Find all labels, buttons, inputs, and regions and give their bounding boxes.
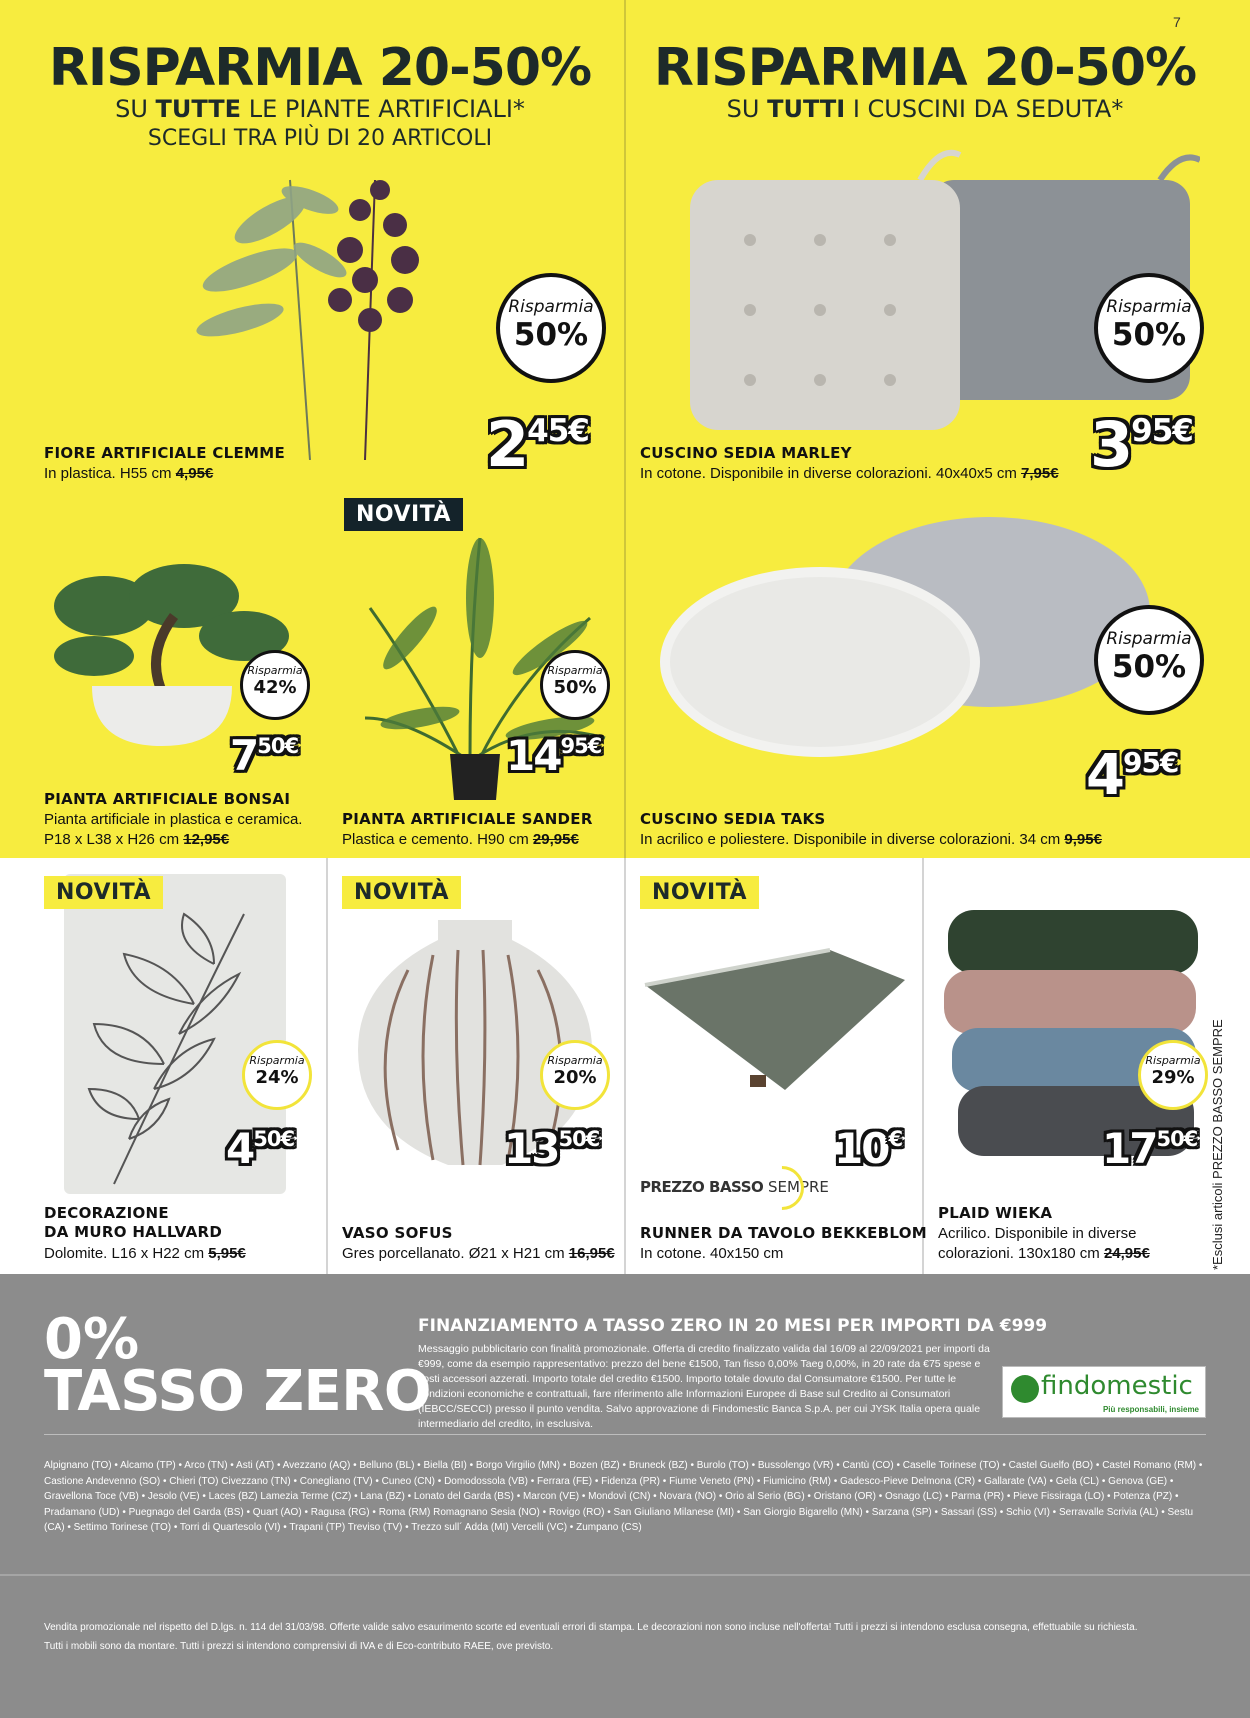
clemme-price: $2^{45€}$ — [486, 408, 589, 481]
taks-savings-bubble: Risparmia 50% — [1094, 605, 1204, 715]
bonsai-name: PIANTA ARTIFICIALE BONSAI — [44, 790, 291, 808]
page-number: 7 — [1173, 14, 1181, 30]
sander-novita-badge: NOVITÀ — [344, 498, 463, 531]
finance-title: FINANZIAMENTO A TASSO ZERO IN 20 MESI PER IMPORTI DA €999 — [418, 1316, 1048, 1336]
sander-description: Plastica e cemento. H90 cm 29,95€ — [342, 831, 579, 848]
finance-body: Messaggio pubblicitario con finalità promozionale. Offerta di credito finalizzato valida dal 16/09 al 22/09/2021 per importi da €999, come da esempio rappresentativo: prezzo del bene €1500, Tan fisso 0,00% Taeg 0,00%, in 20 rate da €75 spese e costi accessori azzerati. Importo totale del credito €1500. Importo totale dovuto dal Consumatore €1500. Per tutte le condizioni economiche e contrattuali, fare riferimento alle Informazioni Europee di Base sul Credito ai Consumatori (IEBCC/SECCI) presso il punto vendita. Salvo approvazione di Findomestic Banca S.p.A. per cui JYSK Italia opera quale intermediario del credito, in esclusiva. — [418, 1343, 990, 1430]
sander-price: $14^{95€}$ — [506, 731, 602, 780]
bonsai-savings-bubble: Risparmia 42% — [240, 650, 310, 720]
findomestic-person-icon — [1011, 1375, 1039, 1403]
finance-divider — [44, 1434, 1206, 1435]
taks-price: $4^{95€}$ — [1086, 743, 1179, 808]
zero-percent-heading: 0% — [44, 1307, 140, 1372]
bekkeblom-novita-badge: NOVITÀ — [640, 876, 759, 909]
marley-price: $3^{95€}$ — [1090, 408, 1193, 481]
hallvard-price: $4^{50€}$ — [226, 1124, 295, 1173]
marley-description: In cotone. Disponibile in diverse colorazioni. 40x40x5 cm 7,95€ — [640, 465, 1059, 482]
bekkeblom-name: RUNNER DA TAVOLO BEKKEBLOM — [640, 1224, 927, 1242]
store-locations-list: Alpignano (TO) • Alcamo (TP) • Arco (TN) • Asti (AT) • Avezzano (AQ) • Belluno (BL) • Biella (BI) • Borgo Virgilio (MN) • Bozen (BZ) • Bruneck (BZ) • Burolo (TO) • Bussolengo (VR) • Cantù (CO) • Caselle Torinese (TO) • Castel Guelfo (BO) • Castel Romano (RM) • Castione Andevenno (SO) • Chieri (TO) Civezzano (TN) • Conegliano (TV) • Cuneo (CN) • Domodossola (VB) • Ferrara (FE) • Fidenza (PR) • Fiume Veneto (PN) • Fiumicino (RM) • Gadesco-Pieve Delmona (CR) • Gallarate (VA) • Gela (CL) • Genova (GE) • Gravellona Toce (VB) • Jesolo (VE) • Laces (BZ) Lamezia Terme (CZ) • Lana (BZ) • Lonato del Garda (BS) • Marcon (VE) • Mondovì (CN) • Novara (NO) • Orio al Serio (BG) • Oristano (OR) • Osnago (LC) • Parma (PR) • Pieve Fissiraga (LO) • Potenza (PZ) • Pradamano (UD) • Puegnago del Garda (BS) • Quart (AO) • Ragusa (RG) • Roma (RM) Romagnano Sesia (NO) • Rovigo (RO) • San Giuliano Milanese (MI) • San Giorgio Bigarello (MN) • Sarzana (SP) • Sassari (SS) • Schio (VI) • Serravalle Scrivia (AL) • Sestu (CA) • Settimo Torinese (TO) • Torri di Quartesolo (VI) • Trapani (TP) Treviso (TV) • Trezzo sull´ Adda (MI) Vercelli (VC) • Zumpano (CS) — [44, 1460, 1203, 1533]
taks-description: In acrilico e poliestere. Disponibile in diverse colorazioni. 34 cm 9,95€ — [640, 831, 1102, 848]
sofus-price: $13^{50€}$ — [504, 1124, 600, 1173]
clemme-description: In plastica. H55 cm 4,95€ — [44, 465, 214, 482]
hallvard-savings-bubble: Risparmia 24% — [242, 1040, 312, 1110]
hallvard-description: Dolomite. L16 x H22 cm 5,95€ — [44, 1245, 246, 1262]
clemme-savings-bubble: Risparmia 50% — [496, 273, 606, 383]
marley-name: CUSCINO SEDIA MARLEY — [640, 444, 852, 462]
left-hero-subtitle: SU TUTTE LE PIANTE ARTIFICIALI* SCEGLI TRA PIÙ DI 20 ARTICOLI — [115, 95, 525, 151]
hallvard-name: DECORAZIONE DA MURO HALLVARD — [44, 1204, 223, 1241]
wieka-product-image — [938, 906, 1208, 1164]
bekkeblom-price: 10€ — [834, 1124, 903, 1173]
bonsai-description: Pianta artificiale in plastica e ceramica. P18 x L38 x H26 cm 12,95€ — [44, 811, 303, 848]
tasso-zero-heading: TASSO ZERO — [44, 1359, 432, 1424]
column-divider-3 — [922, 858, 924, 1274]
clemme-product-image — [190, 160, 450, 460]
bekkeblom-description: In cotone. 40x150 cm — [640, 1245, 784, 1262]
column-divider-2 — [624, 858, 626, 1274]
legal-disclaimer: Vendita promozionale nel rispetto del D.lgs. n. 114 del 31/03/98. Offerte valide salvo esaurimento scorte ed eventuali errori di stampa. Le decorazioni non sono incluse nell'offerta! Tutti i prezzi si intendono esclusa consegna, effettuabile su richiesta. Tutti i mobili sono da montare. Tutti i prezzi si intendono comprensivi di IVA e di Eco-contributo RAEE, ove previsto. — [44, 1622, 1138, 1652]
findomestic-logo: findomestic Più responsabili, insieme — [1002, 1366, 1206, 1418]
wieka-price: $17^{50€}$ — [1102, 1124, 1198, 1173]
sofus-novita-badge: NOVITÀ — [342, 876, 461, 909]
taks-name: CUSCINO SEDIA TAKS — [640, 810, 826, 828]
hallvard-novita-badge: NOVITÀ — [44, 876, 163, 909]
marley-savings-bubble: Risparmia 50% — [1094, 273, 1204, 383]
wieka-description: Acrilico. Disponibile in diverse colorazioni. 130x180 cm 24,95€ — [938, 1225, 1150, 1262]
bekkeblom-product-image — [640, 940, 910, 1100]
prezzo-basso-arc-icon — [751, 1157, 813, 1219]
bonsai-price: $7^{50€}$ — [230, 731, 299, 780]
sander-name: PIANTA ARTIFICIALE SANDER — [342, 810, 593, 828]
sofus-savings-bubble: Risparmia 20% — [540, 1040, 610, 1110]
sander-savings-bubble: Risparmia 50% — [540, 650, 610, 720]
exclusion-side-note: *Esclusi articoli PREZZO BASSO SEMPRE — [1210, 1019, 1225, 1270]
left-hero-title: RISPARMIA 20-50% — [48, 38, 592, 98]
right-hero-title: RISPARMIA 20-50% — [653, 38, 1197, 98]
center-divider — [624, 0, 626, 858]
sofus-name: VASO SOFUS — [342, 1224, 453, 1242]
sofus-description: Gres porcellanato. Ø21 x H21 cm 16,95€ — [342, 1245, 615, 1262]
right-hero-subtitle: SU TUTTI I CUSCINI DA SEDUTA* — [726, 95, 1124, 123]
prezzo-basso-sempre-logo: PREZZO BASSO SEMPRE — [640, 1178, 829, 1202]
wieka-name: PLAID WIEKA — [938, 1204, 1053, 1222]
clemme-name: FIORE ARTIFICIALE CLEMME — [44, 444, 286, 462]
column-divider-1 — [326, 858, 328, 1274]
wieka-savings-bubble: Risparmia 29% — [1138, 1040, 1208, 1110]
